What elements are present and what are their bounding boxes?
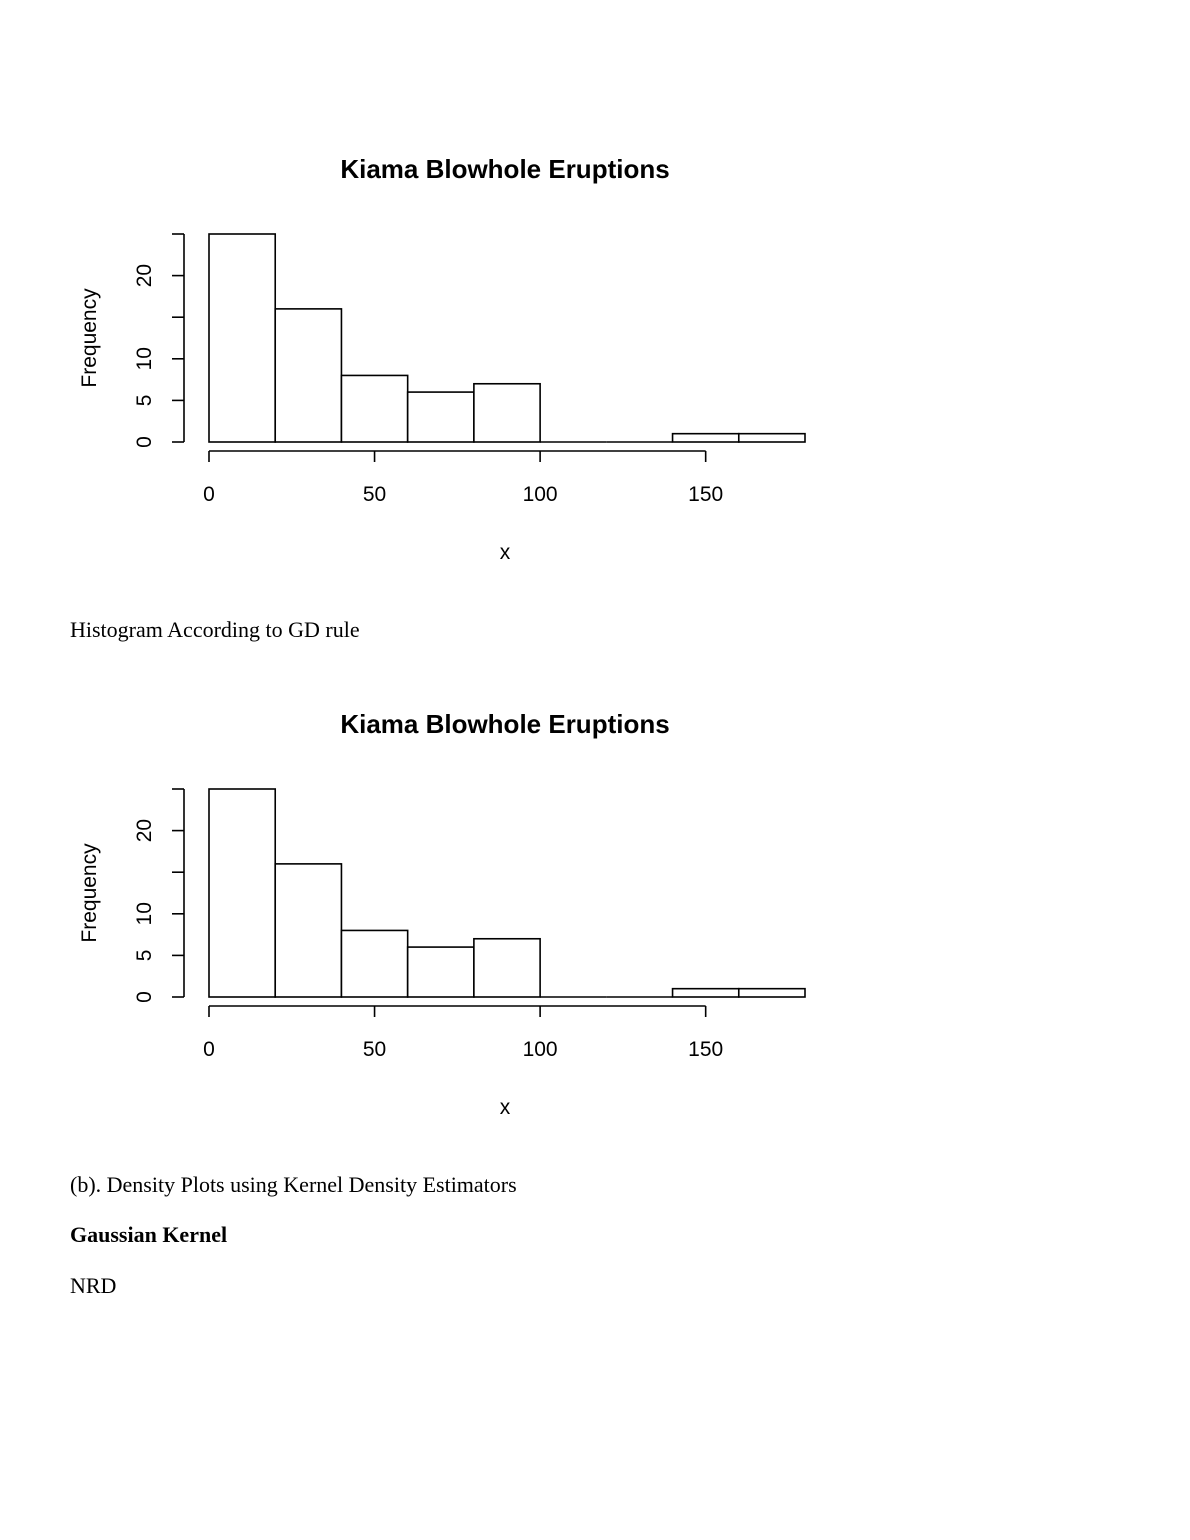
chart1-x-axis-label: x <box>499 541 511 564</box>
chart2-bar-1 <box>275 864 341 997</box>
chart2-x-axis-label: x <box>499 1096 511 1119</box>
chart1-y-tick-label-0: 0 <box>133 436 156 448</box>
chart2-x-tick-label-0: 0 <box>203 1038 215 1061</box>
chart1-bar-1 <box>275 309 341 442</box>
chart2-y-tick-label-2: 10 <box>133 902 156 926</box>
chart1-x-tick-label-3: 150 <box>688 483 724 506</box>
chart1-bar-8 <box>739 434 805 442</box>
chart2-y-tick-label-4: 20 <box>133 818 156 843</box>
chart2-x-tick-label-3: 150 <box>688 1038 724 1061</box>
chart1-bar-0 <box>209 234 275 442</box>
chart1-x-tick-label-1: 50 <box>362 483 387 506</box>
chart1-y-tick-label-1: 5 <box>133 394 156 407</box>
histogram-svg-1 <box>0 130 900 600</box>
chart2-y-tick-label-1: 5 <box>133 949 156 962</box>
chart2-x-tick-label-1: 50 <box>362 1038 387 1061</box>
chart1-bar-4 <box>474 384 540 442</box>
histogram-chart-1 <box>0 130 900 600</box>
chart2-bar-4 <box>474 939 540 997</box>
gaussian-kernel-heading: Gaussian Kernel <box>70 1222 228 1247</box>
chart1-y-tick-label-2: 10 <box>133 347 156 371</box>
chart1-x-tick-label-2: 100 <box>522 483 558 506</box>
chart1-bar-3 <box>408 392 474 442</box>
chart2-bar-2 <box>341 930 407 997</box>
caption-histogram-gd-rule: Histogram According to GD rule <box>70 617 360 642</box>
chart2-bar-0 <box>209 789 275 997</box>
chart2-y-axis-label: Frequency <box>78 843 101 943</box>
chart2-bar-7 <box>673 989 739 997</box>
histogram-chart-2 <box>0 685 900 1155</box>
density-plots-heading: (b). Density Plots using Kernel Density Estimators <box>70 1172 517 1197</box>
chart2-x-tick-label-2: 100 <box>522 1038 558 1061</box>
histogram-svg-2 <box>0 685 900 1155</box>
chart1-chart-title: Kiama Blowhole Eruptions <box>340 154 670 184</box>
chart2-y-tick-label-0: 0 <box>133 991 156 1003</box>
chart2-chart-title: Kiama Blowhole Eruptions <box>340 709 670 739</box>
chart1-bar-2 <box>341 375 407 442</box>
chart1-x-tick-label-0: 0 <box>203 483 215 506</box>
chart1-y-axis-label: Frequency <box>78 288 101 388</box>
chart2-bar-8 <box>739 989 805 997</box>
chart1-y-tick-label-4: 20 <box>133 263 156 288</box>
chart1-bar-7 <box>673 434 739 442</box>
chart2-bar-3 <box>408 947 474 997</box>
nrd-label: NRD <box>70 1273 117 1298</box>
